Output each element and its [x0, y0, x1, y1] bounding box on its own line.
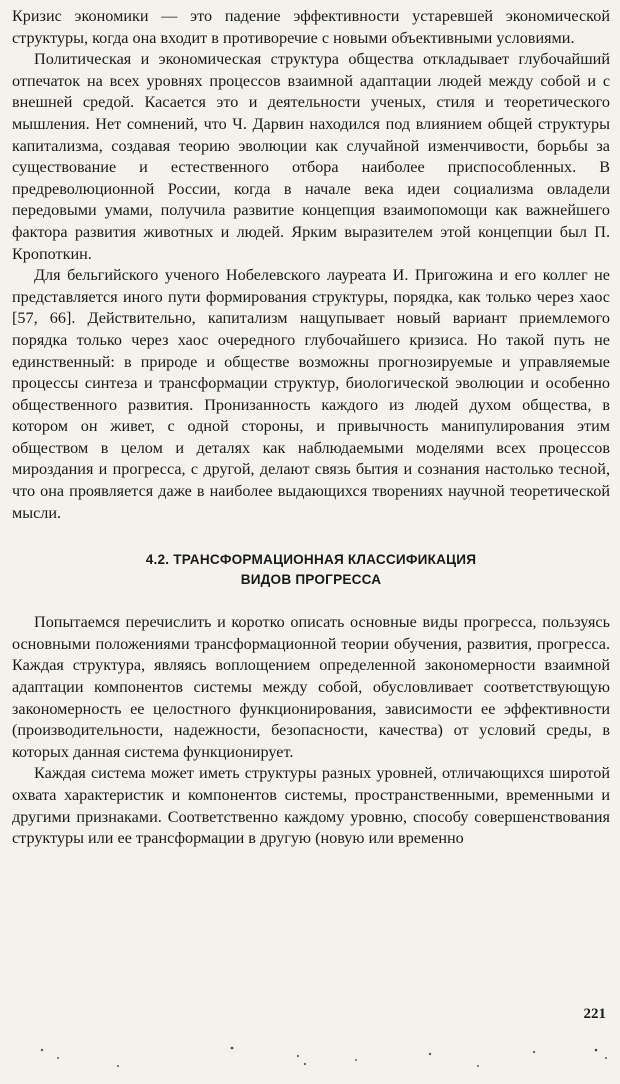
paragraph-3: Для бельгийского ученого Нобелевского лауреата И. Пригожина и его коллег не представляется иного пути формирования структуры, порядка, как только через хаос [57, 66]. Действительно, капитализм нащупывает новый вариант приемлемого порядка только через хаос очередного глубочайшего кризиса. Но такой путь не единственный: в природе и обществе возможны прогнозируемые и управляемые процессы синтеза и трансформации структур, биологической эволюции и особенно общественного развития. Пронизанность каждого из людей духом общества, в котором он живет, с одной стороны, и привычность манипулирования этим обществом в целом и деталях как наблюдаемыми моделями всех процессов мироздания и прогресса, с другой, делают связь бытия и сознания настолько тесной, что она проявляется даже в наиболее выдающихся творениях научной теоретической мысли. — [12, 266, 610, 522]
paragraph-4: Попытаемся перечислить и коротко описать основные виды прогресса, пользуясь основными положениями трансформационной теории обучения, развития, прогресса. Каждая структура, являясь воплощением определенной закономерности взаимной адаптации компонентов системы между собой, обусловливает соответствующую закономерность ее целостного функционирования, зависимости ее эффективности (производительности, надежности, безопасности, качества) от условий среды, в которых данная система функционирует. — [12, 613, 610, 761]
paragraph-5: Каждая система может иметь структуры разных уровней, отличающихся широтой охвата характеристик и компонентов системы, пространственными, временными и другими признаками. Соответственно каждому уровню, способу совершенствования структуры или ее трансформации в другую (новую или временно — [12, 764, 610, 848]
section-heading-line-1: 4.2. ТРАНСФОРМАЦИОННАЯ КЛАССИФИКАЦИЯ — [145, 552, 477, 568]
page-number: 221 — [583, 1006, 606, 1022]
paragraph-1: Кризис экономики — это падение эффективности устаревшей экономической структуры, когда она входит в противоречие с новыми объективными условиями. — [12, 7, 610, 47]
section-heading-line-2: ВИДОВ ПРОГРЕССА — [240, 572, 382, 588]
scan-specks — [0, 1036, 620, 1084]
paragraph-2: Политическая и экономическая структура общества откладывает глубочайший отпечаток на всех уровнях процессов взаимной адаптации людей между собой и с внешней средой. Касается это и деятельности ученых, стиля и теоретического мышления. Нет сомнений, что Ч. Дарвин находился под влиянием общей структуры капитализма, создавая теорию эволюции как случайной изменчивости, борьбы за существование и естественного отбора наиболее приспособленных. В предреволюционной России, когда в начале века идеи социализма овладели передовыми умами, получила развитие концепция взаимопомощи как важнейшего фактора развития животных и людей. Ярким выразителем этой концепции был П. Кропоткин. — [12, 50, 610, 263]
section-heading — [12, 550, 610, 590]
